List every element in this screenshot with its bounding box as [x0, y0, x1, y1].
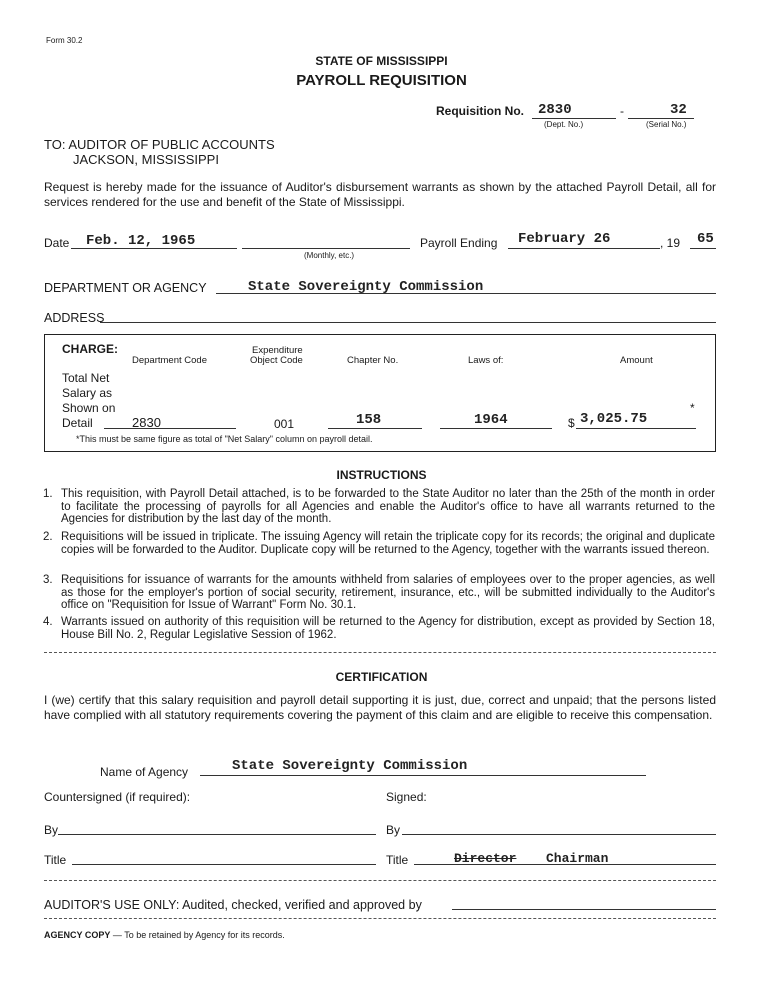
instruction-number: 1.	[43, 488, 53, 500]
chapter-value[interactable]: 158	[356, 412, 382, 428]
certification-title: CERTIFICATION	[335, 670, 428, 684]
payroll-ending-line	[508, 248, 660, 249]
year-line	[690, 248, 716, 249]
year-prefix: , 19	[660, 236, 681, 250]
auditor-line[interactable]	[452, 909, 716, 910]
instruction-item	[43, 616, 715, 641]
year-value[interactable]: 65	[697, 231, 714, 247]
col-amount: Amount	[620, 355, 653, 366]
instruction-item	[43, 488, 715, 526]
dollar-sign: $	[568, 416, 575, 430]
agency-copy-text: — To be retained by Agency for its records.	[110, 930, 285, 940]
certification-text: I (we) certify that this salary requisition and payroll detail supporting it is just, due, correct and unpaid; that the persons listed have complied with all statutory requirements covering the payment of this claim and are eligible to receive this compensation.	[44, 693, 716, 722]
payroll-ending-value[interactable]: February 26	[518, 231, 611, 247]
dept-code-value[interactable]: 2830	[132, 415, 161, 430]
instruction-text: Requisitions for issuance of warrants for the amounts withheld from salaries of employees over to the proper agencies, as well as those for the employer's portion of social security, retirement, insurance, etc., will be submitted individually to the Auditor's office on "Requisition for Issue of Warrant" Form No. 30.1.	[61, 574, 715, 611]
instruction-text: Warrants issued on authority of this requisition will be returned to the Agency for distribution, except as provided by Section 18, House Bill No. 2, Regular Legislative Session of 1962.	[61, 616, 715, 641]
payroll-ending-label: Payroll Ending	[420, 236, 498, 250]
instruction-number: 4.	[43, 616, 53, 628]
signed-label: Signed:	[386, 790, 427, 804]
divider	[44, 880, 716, 881]
col-department-code: Department Code	[132, 355, 207, 366]
title-label-left: Title	[44, 853, 67, 867]
row-label-1: Total Net	[62, 371, 110, 385]
instruction-text: Requisitions will be issued in triplicate. The issuing Agency will retain the triplicate copy for its records; the original and duplicate copies will be forwarded to the Auditor. Duplicate copy will be returned to the Agency, together with the warrants issued thereon.	[61, 531, 715, 556]
divider	[44, 918, 716, 919]
agency-value[interactable]: State Sovereignty Commission	[248, 279, 484, 295]
instruction-item	[43, 574, 715, 612]
period-line	[242, 248, 410, 249]
instruction-item	[43, 531, 715, 556]
to-line-2: JACKSON, MISSISSIPPI	[73, 152, 219, 167]
serial-no-line	[628, 118, 694, 119]
requisition-label: Requisition No.	[436, 104, 524, 118]
col-expenditure: Expenditure	[252, 345, 303, 356]
title-label-right: Title	[386, 853, 409, 867]
auditor-label: AUDITOR'S USE ONLY: Audited, checked, verified and approved by	[44, 898, 422, 912]
by-line-left[interactable]	[58, 834, 376, 835]
agency-copy-label: AGENCY COPY	[44, 930, 111, 940]
requisition-dash: -	[620, 104, 624, 118]
amount-value[interactable]: 3,025.75	[580, 411, 648, 427]
request-text: Request is hereby made for the issuance of Auditor's disbursement warrants as shown by the attached Payroll Detail, all for services rendered for the use and benefit of the State of Mississippi.	[44, 180, 716, 209]
row-label-4: Detail	[62, 416, 93, 430]
chapter-line	[328, 428, 422, 429]
row-label-2: Salary as	[62, 386, 113, 400]
dept-no-value[interactable]: 2830	[538, 102, 572, 118]
col-laws-of: Laws of:	[468, 355, 504, 366]
by-line-right[interactable]	[402, 834, 716, 835]
name-of-agency-label: Name of Agency	[100, 765, 189, 779]
serial-no-caption: (Serial No.)	[646, 120, 687, 129]
divider	[44, 652, 716, 653]
charge-label: CHARGE:	[62, 342, 118, 356]
form-number: Form 30.2	[46, 36, 83, 45]
serial-no-value[interactable]: 32	[670, 102, 687, 118]
instruction-number: 2.	[43, 531, 53, 543]
dept-no-caption: (Dept. No.)	[544, 120, 584, 129]
name-of-agency-value[interactable]: State Sovereignty Commission	[232, 758, 468, 774]
address-line[interactable]	[100, 322, 716, 323]
row-label-3: Shown on	[62, 401, 116, 415]
instruction-number: 3.	[43, 574, 53, 586]
date-label: Date	[44, 236, 70, 250]
object-code-value[interactable]: 001	[274, 417, 295, 431]
footer-note	[44, 930, 285, 940]
title-struck-value[interactable]: Director	[454, 851, 517, 866]
laws-line	[440, 428, 552, 429]
state-heading: STATE OF MISSISSIPPI	[315, 54, 448, 68]
dept-code-line	[104, 428, 236, 429]
address-label: ADDRESS	[44, 311, 105, 325]
countersigned-label: Countersigned (if required):	[44, 790, 191, 804]
amount-line	[576, 428, 696, 429]
amount-asterisk: *	[690, 401, 695, 415]
charge-footnote: *This must be same figure as total of "Net Salary" column on payroll detail.	[76, 434, 373, 444]
name-of-agency-line	[200, 775, 646, 776]
by-label-right: By	[386, 823, 401, 837]
col-object-code: Object Code	[250, 355, 303, 366]
to-line-1: TO: AUDITOR OF PUBLIC ACCOUNTS	[44, 137, 275, 152]
title-value[interactable]: Chairman	[546, 851, 609, 866]
instructions-title: INSTRUCTIONS	[336, 468, 427, 482]
col-chapter-no: Chapter No.	[347, 355, 399, 366]
by-label-left: By	[44, 823, 59, 837]
instruction-text: This requisition, with Payroll Detail attached, is to be forwarded to the State Auditor no later than the 25th of the month in order to facilitate the processing of payrolls for all Agencies and enable the Auditor's office to have all warrants returned to the Agencies for distribution by the last day of the month.	[61, 488, 715, 525]
laws-value[interactable]: 1964	[474, 412, 508, 428]
date-value[interactable]: Feb. 12, 1965	[86, 233, 196, 249]
dept-no-line	[532, 118, 616, 119]
agency-label: DEPARTMENT OR AGENCY	[44, 281, 207, 295]
title-line-left[interactable]	[72, 864, 376, 865]
monthly-caption: (Monthly, etc.)	[304, 251, 355, 260]
page-title: PAYROLL REQUISITION	[296, 72, 467, 89]
